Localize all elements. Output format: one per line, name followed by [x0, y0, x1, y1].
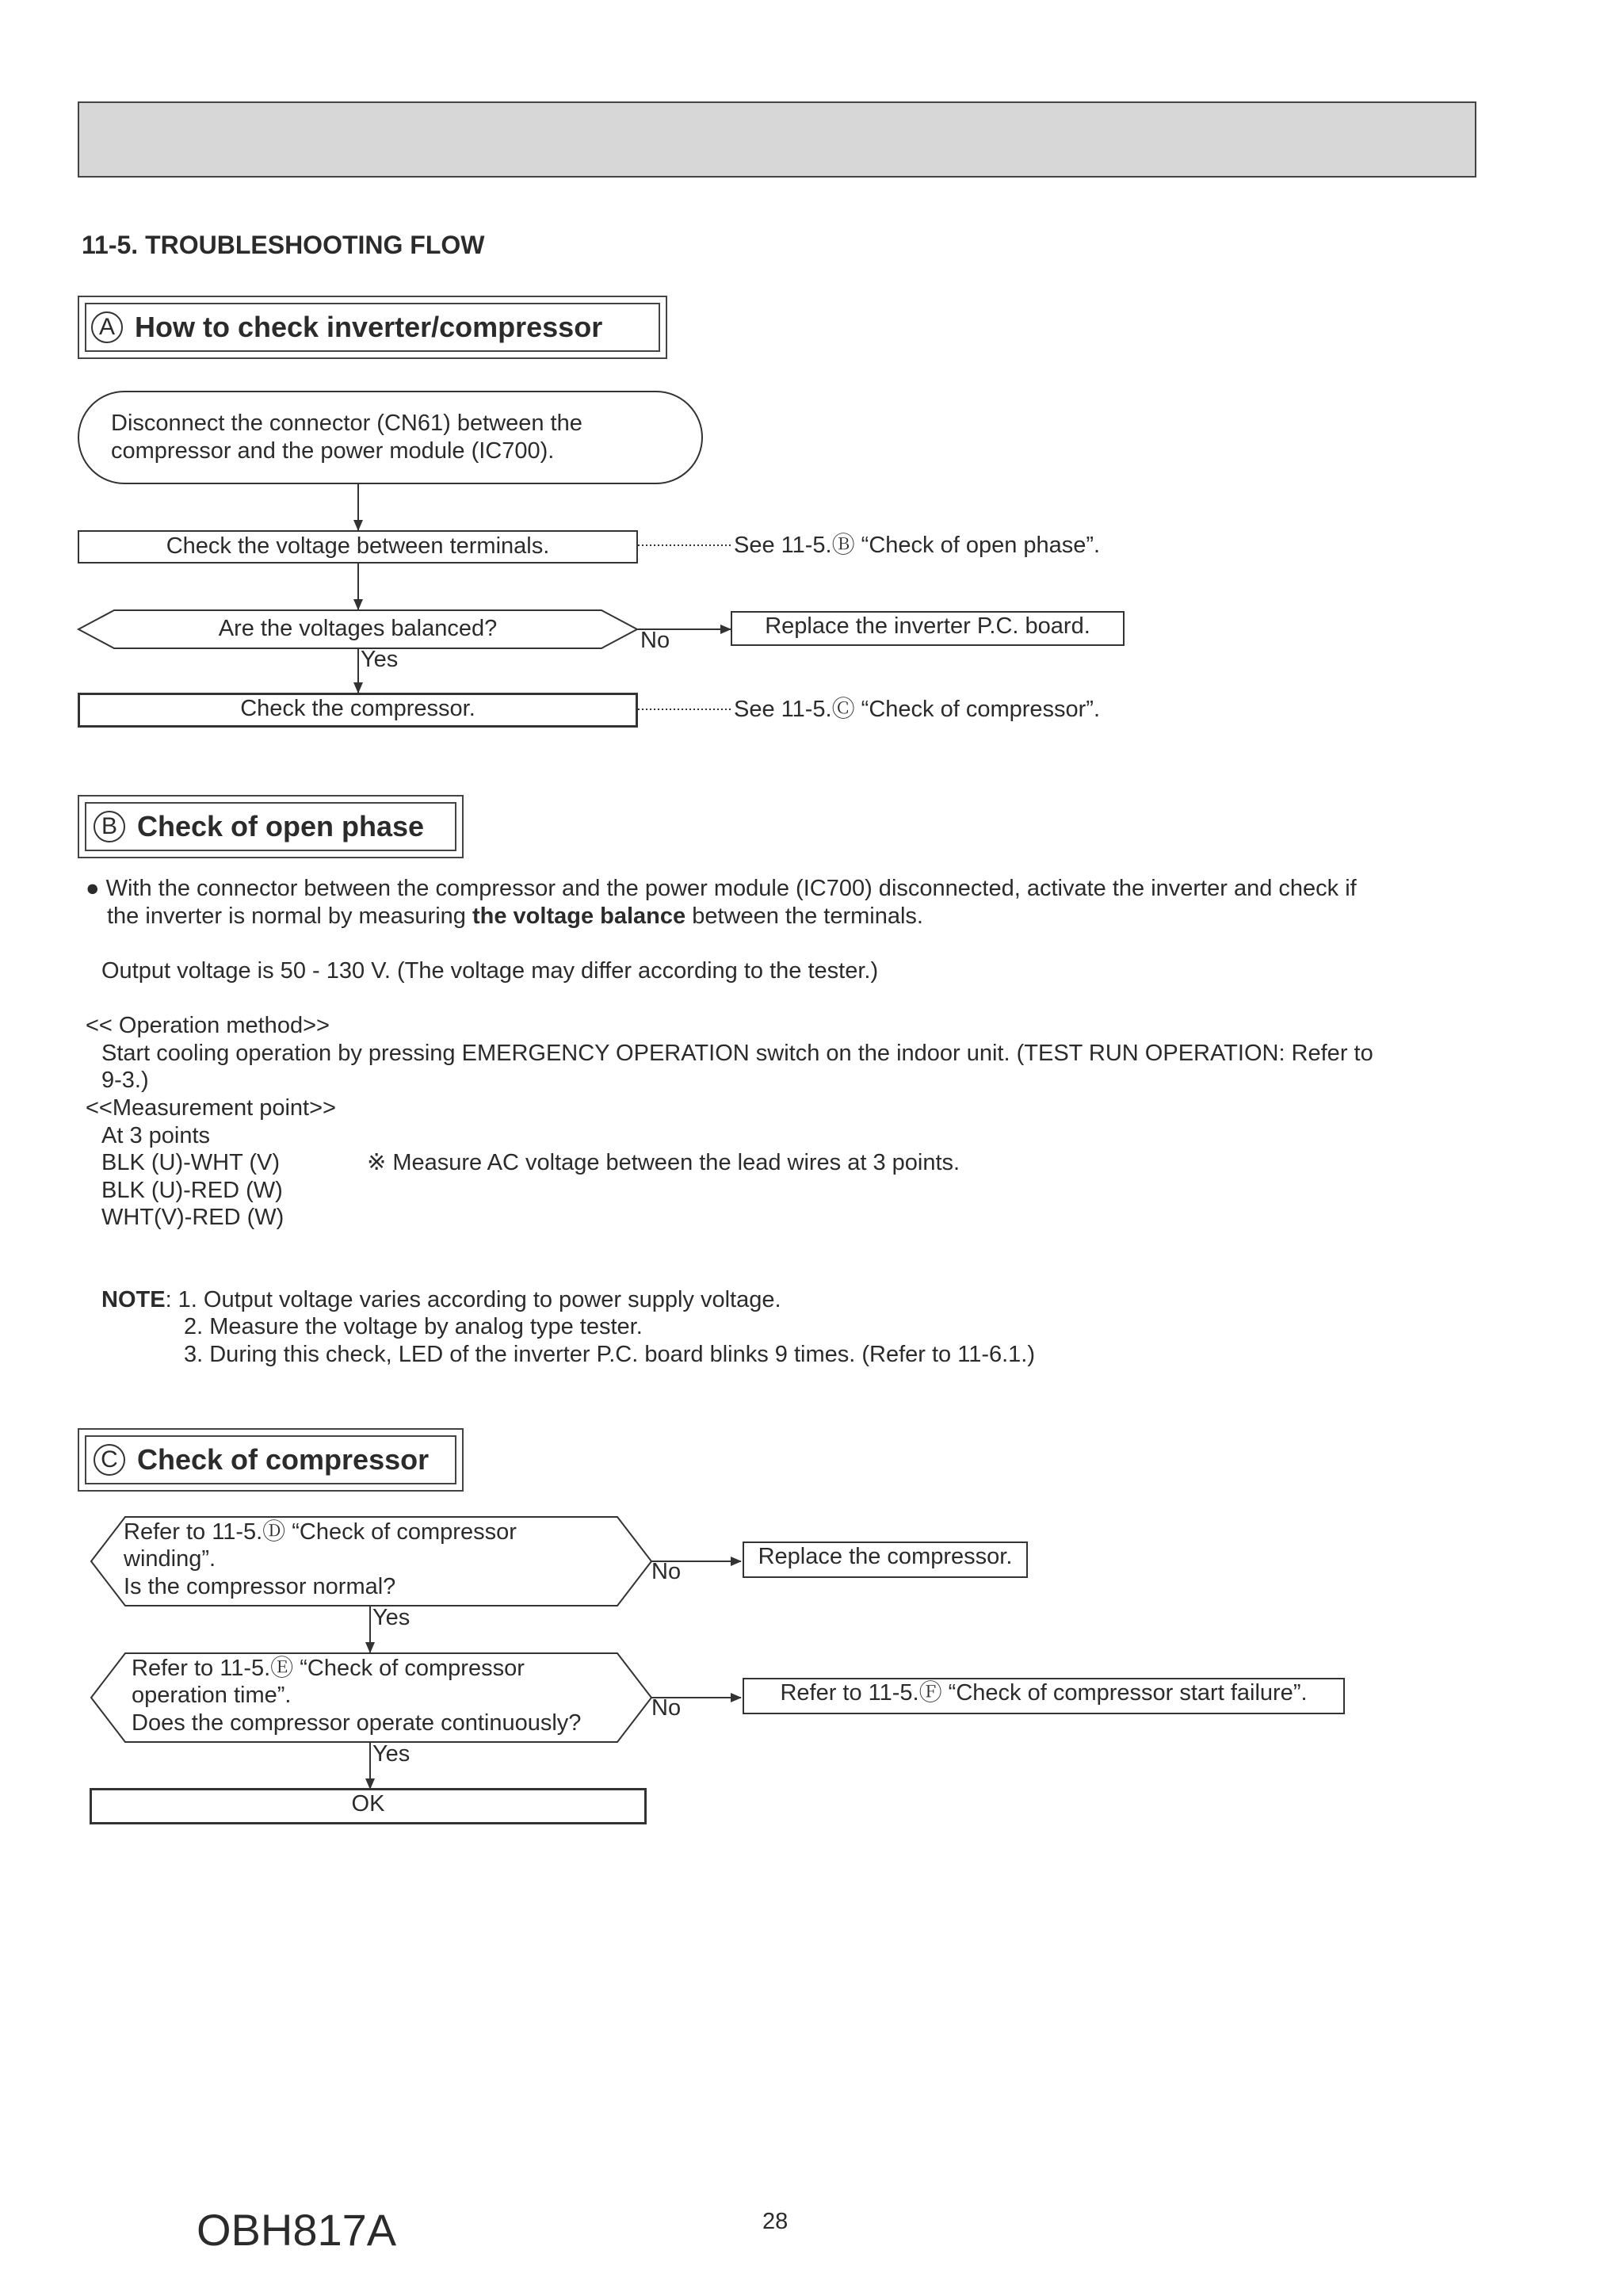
operation-method-line1: Start cooling operation by pressing EMERGENCY OPERATION switch on the indoor unit. (TEST RUN OPERATION: Refer to — [101, 1041, 1373, 1066]
operation-method-line2: 9-3.) — [101, 1068, 149, 1093]
note-line-1 — [101, 1286, 781, 1314]
measurement-point-1: BLK (U)-WHT (V) — [101, 1150, 281, 1175]
bullet-line1: ● With the connector between the compressor and the power module (IC700) disconnected, activate the inverter and check if — [86, 876, 1357, 901]
measurement-point-3: WHT(V)-RED (W) — [101, 1205, 285, 1230]
replace-pc-board-text: Replace the inverter P.C. board. — [765, 613, 1090, 639]
refer-start-failure-box — [743, 1678, 1345, 1714]
decision-operation-line2: operation time”. — [132, 1683, 292, 1708]
measurement-point-0: At 3 points — [101, 1123, 211, 1148]
section-b-letter: B — [94, 811, 125, 842]
yes-label-c1: Yes — [372, 1605, 411, 1630]
start-text-line2: compressor and the power module (IC700). — [111, 438, 555, 464]
yes-label-a: Yes — [361, 647, 399, 672]
section-c-title: Check of compressor — [137, 1443, 430, 1476]
page-title: 11-5. TROUBLESHOOTING FLOW — [82, 231, 485, 259]
decision-winding-line2: winding”. — [124, 1546, 216, 1572]
measurement-point-heading: <<Measurement point>> — [86, 1095, 336, 1121]
decision-balanced-text: Are the voltages balanced? — [218, 616, 498, 641]
operation-method-heading: << Operation method>> — [86, 1013, 330, 1038]
note-1-text: : 1. Output voltage varies according to power supply voltage. — [165, 1287, 781, 1312]
check-compressor-box — [78, 693, 638, 728]
check-voltage-text: Check the voltage between terminals. — [166, 533, 550, 559]
replace-pc-board-box — [731, 611, 1125, 646]
yes-label-c2: Yes — [372, 1741, 411, 1767]
section-a-title: How to check inverter/compressor — [135, 311, 603, 343]
page-number: 28 — [762, 2209, 789, 2234]
note-line-2: 2. Measure the voltage by analog type tester. — [184, 1314, 643, 1339]
no-label-c1: No — [651, 1559, 682, 1584]
section-b-header — [78, 795, 464, 858]
measurement-point-2: BLK (U)-RED (W) — [101, 1178, 283, 1203]
section-a-letter: A — [91, 311, 123, 343]
start-text-line1: Disconnect the connector (CN61) between the — [111, 411, 582, 436]
ok-box — [90, 1788, 647, 1824]
bullet-line2-bold: the voltage balance — [472, 904, 686, 929]
decision-winding-line1: Refer to 11-5.Ⓓ “Check of compressor — [124, 1519, 517, 1545]
ok-text: OK — [351, 1791, 385, 1817]
measurement-note: ※ Measure AC voltage between the lead wires at 3 points. — [367, 1150, 960, 1175]
section-c-letter: C — [94, 1444, 125, 1476]
output-voltage-text: Output voltage is 50 - 130 V. (The voltage may differ according to the tester.) — [101, 958, 879, 984]
no-label-a: No — [640, 628, 670, 653]
section-c-header — [78, 1428, 464, 1492]
bullet-line2 — [107, 903, 923, 930]
decision-operation-line1: Refer to 11-5.Ⓔ “Check of compressor — [132, 1656, 525, 1681]
section-b-title: Check of open phase — [137, 810, 425, 842]
document-code: OBH817A — [197, 2205, 397, 2255]
note-label: NOTE — [101, 1287, 166, 1312]
replace-compressor-text: Replace the compressor. — [758, 1544, 1013, 1569]
decision-operation-line3: Does the compressor operate continuously? — [132, 1710, 582, 1736]
bullet-line2-pre: the inverter is normal by measuring — [107, 904, 472, 929]
decision-winding-line3: Is the compressor normal? — [124, 1574, 396, 1599]
replace-compressor-box — [743, 1541, 1028, 1578]
refer-start-failure-text: Refer to 11-5.Ⓕ “Check of compressor start failure”. — [780, 1680, 1308, 1706]
check-compressor-text: Check the compressor. — [240, 696, 475, 721]
bullet-line2-post: between the terminals. — [685, 904, 923, 929]
see-b-reference: See 11-5.Ⓑ “Check of open phase”. — [734, 533, 1101, 558]
note-line-3: 3. During this check, LED of the inverter P.C. board blinks 9 times. (Refer to 11-6.1.) — [184, 1342, 1036, 1367]
no-label-c2: No — [651, 1695, 682, 1721]
section-a-header — [78, 296, 667, 359]
see-c-reference: See 11-5.Ⓒ “Check of compressor”. — [734, 697, 1101, 722]
